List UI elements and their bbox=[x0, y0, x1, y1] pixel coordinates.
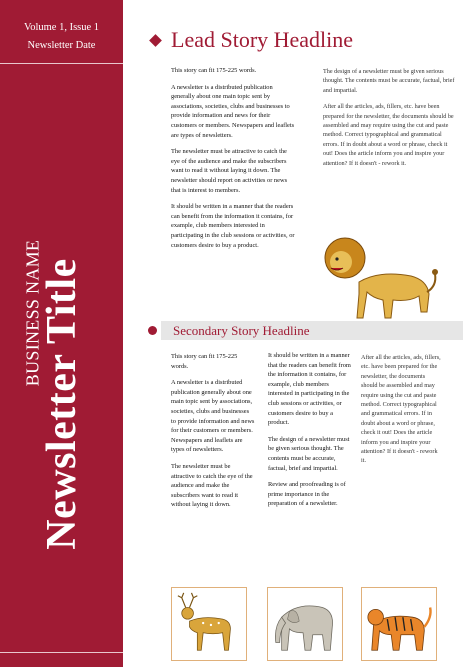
lead-c1-paragraph: This story can fit 175-225 words. bbox=[171, 67, 257, 74]
secondary-column-3 bbox=[361, 353, 443, 473]
sec-c1-paragraph: The newsletter must be attractive to catch the eye of the audience and make the subscribers want to read it without laying it down. bbox=[171, 462, 253, 509]
sec-c2-paragraph: Review and proofreading is of prime importance in the preparation of a newsletter. bbox=[268, 481, 346, 508]
lead-story-column-1 bbox=[171, 66, 297, 257]
sec-c3-paragraph: After all the articles, ads, fillers, etc. have been prepared for the newsletter, the documents should be assembled and may require using the cut and paste method. Correct typographical and grammatical errors. If in doubt about a word or phrase, check it out! Does the article inform you and inspire your attention? If it doesn't - rework it. bbox=[361, 354, 441, 465]
lead-story-headline bbox=[149, 27, 353, 53]
sec-c1-paragraph: This story can fit 175-225 words. bbox=[171, 353, 238, 370]
business-name: BUSINESS NAME bbox=[22, 239, 43, 387]
deer-illustration bbox=[171, 587, 247, 661]
secondary-headline-text: Secondary Story Headline bbox=[173, 322, 310, 338]
lead-c1-paragraph: A newsletter is a distributed publication generally about one main topic sent by associations, societies, clubs and businesses to provide information and news for their customers or members. Newspapers and leaflets are types of newsletters. bbox=[171, 83, 295, 139]
sidebar-top-rule bbox=[0, 63, 123, 64]
secondary-story-headline bbox=[148, 321, 309, 340]
newsletter-date: Newsletter Date bbox=[27, 40, 96, 51]
lead-story-column-2 bbox=[323, 67, 457, 175]
tiger-illustration bbox=[361, 587, 437, 661]
sidebar bbox=[0, 0, 123, 667]
sec-c1-paragraph: A newsletter is a distributed publication generally about one main topic sent by associations, societies, clubs and businesses to provide information and news for their customers or members. Newspapers and leaflets are types of newsletters. bbox=[171, 379, 255, 454]
secondary-column-1 bbox=[171, 352, 255, 517]
circle-bullet-icon bbox=[148, 326, 157, 335]
issue-label: Volume 1, Issue 1 bbox=[23, 22, 100, 33]
newsletter-title: Newsletter Title bbox=[39, 258, 85, 550]
sec-c2-paragraph: The design of a newsletter must be given serious thought. The contents must be accurate, factual, brief and impartial. bbox=[268, 435, 350, 472]
lead-c2-paragraph: The design of a newsletter must be given serious thought. The contents must be accurate, factual, brief and impartial. bbox=[323, 68, 455, 94]
lead-c2-paragraph: After all the articles, ads, fillers, etc. have been prepared for the newsletter, the documents should be assembled and may require using the cut and paste method. Correct typographical and grammatical errors. If in doubt about a word or phrase, check it out! Does the article inform you and inspire your attention? If it doesn't - rework it. bbox=[323, 103, 454, 167]
lead-headline-text: Lead Story Headline bbox=[171, 27, 354, 52]
secondary-column-2 bbox=[268, 351, 352, 516]
diamond-bullet-icon bbox=[149, 34, 162, 47]
lead-c1-paragraph: The newsletter must be attractive to catch the eye of the audience and make the subscribers want to read it without laying it down. The newsletter should report on activities or news that is interest to members. bbox=[171, 148, 288, 194]
sidebar-bottom-rule bbox=[0, 652, 123, 653]
lead-c1-paragraph: It should be written in a manner that the readers can benefit from the information it contains, for example, club members interested in participating in the club sessions or activities, or customers desire to buy a product. bbox=[171, 203, 295, 249]
sec-c2-paragraph: It should be written in a manner that the readers can benefit from the information it contains, for example, club members interested in participating in the club sessions or activities, or customers desire to buy a product. bbox=[268, 352, 351, 427]
lion-illustration bbox=[319, 232, 441, 330]
elephant-illustration bbox=[267, 587, 343, 661]
